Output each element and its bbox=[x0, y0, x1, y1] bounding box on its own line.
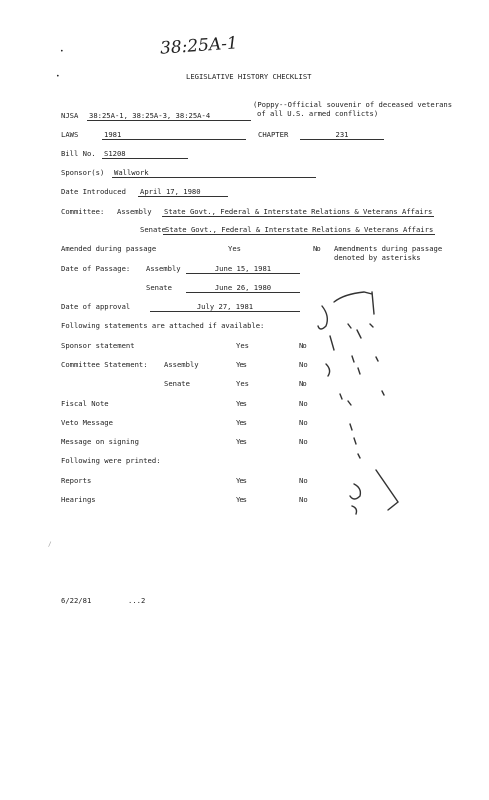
njsa-label: NJSA bbox=[61, 111, 79, 120]
row-reports-yes: Yes bbox=[236, 476, 246, 485]
row-hearings-label: Hearings bbox=[61, 495, 96, 504]
committee-label: Committee: bbox=[61, 207, 105, 216]
amended-label: Amended during passage bbox=[61, 244, 157, 253]
printed-header: Following were printed: bbox=[61, 456, 161, 465]
row-fiscal-note-no: No bbox=[299, 399, 308, 408]
laws-value: 1981 bbox=[102, 130, 246, 140]
chapter-label: CHAPTER bbox=[258, 130, 289, 139]
row-message-signing-no: No bbox=[299, 437, 308, 446]
row-sponsor-statement-label: Sponsor statement bbox=[61, 341, 135, 350]
row-veto-message-yes: Yes bbox=[236, 418, 246, 427]
laws-label: LAWS bbox=[61, 130, 79, 139]
row-fiscal-note-yes: Yes bbox=[236, 399, 246, 408]
row-committee-senate-sub: Senate bbox=[164, 379, 190, 388]
footer-code: ...2 bbox=[128, 596, 146, 605]
row-reports-label: Reports bbox=[61, 476, 92, 485]
sponsor-value: Wallwork bbox=[112, 168, 316, 178]
row-veto-message-no: No bbox=[299, 418, 308, 427]
margin-mark: / bbox=[48, 541, 52, 548]
row-fiscal-note-label: Fiscal Note bbox=[61, 399, 109, 408]
row-sponsor-statement-no: No bbox=[299, 341, 306, 350]
page-title: LEGISLATIVE HISTORY CHECKLIST bbox=[186, 72, 312, 81]
passage-label: Date of Passage: bbox=[61, 264, 131, 273]
row-message-signing-label: Message on signing bbox=[61, 437, 139, 446]
passage-senate-label: Senate bbox=[146, 283, 172, 292]
faded-stamp-marks bbox=[312, 284, 402, 524]
approval-label: Date of approval bbox=[61, 302, 131, 311]
amended-note-1: Amendments during passage bbox=[334, 244, 443, 253]
bill-label: Bill No. bbox=[61, 149, 96, 158]
row-sponsor-statement-yes: Yes bbox=[236, 341, 249, 350]
amended-yes: Yes bbox=[228, 244, 241, 253]
row-committee-label: Committee Statement: bbox=[61, 360, 148, 369]
passage-assembly-label: Assembly bbox=[146, 264, 181, 273]
date-introduced-label: Date Introduced bbox=[61, 187, 126, 196]
margin-dot: • bbox=[60, 48, 64, 55]
njsa-value: 38:25A-1, 38:25A-3, 38:25A-4 bbox=[87, 111, 251, 121]
row-committee-senate-yes: Yes bbox=[236, 379, 249, 388]
committee-assembly-value: State Govt., Federal & Interstate Relations & Veterans Affairs bbox=[164, 207, 433, 216]
row-committee-assembly-sub: Assembly bbox=[164, 360, 199, 369]
note-line-1: (Poppy--Official souvenir of deceased veterans bbox=[253, 100, 453, 109]
row-reports-no: No bbox=[299, 476, 308, 485]
handwritten-file-number: 38:25A-1 bbox=[159, 33, 239, 59]
approval-value: July 27, 1981 bbox=[150, 302, 300, 312]
passage-senate-value: June 26, 1980 bbox=[186, 283, 300, 293]
row-hearings-yes: Yes bbox=[236, 495, 246, 504]
note-line-2: of all U.S. armed conflicts) bbox=[257, 109, 379, 118]
date-introduced-value: April 17, 1980 bbox=[138, 187, 228, 197]
amended-no: No bbox=[313, 244, 320, 253]
sponsor-label: Sponsor(s) bbox=[61, 168, 105, 177]
bill-value: S1208 bbox=[102, 149, 188, 159]
passage-assembly-value: June 15, 1981 bbox=[186, 264, 300, 274]
row-committee-assembly-yes: Yes bbox=[236, 360, 246, 369]
row-committee-senate-no: No bbox=[299, 379, 306, 388]
row-message-signing-yes: Yes bbox=[236, 437, 246, 446]
row-committee-assembly-no: No bbox=[299, 360, 308, 369]
statements-header: Following statements are attached if available: bbox=[61, 321, 265, 330]
amended-note-2: denoted by asterisks bbox=[334, 253, 421, 262]
chapter-value: 231 bbox=[300, 130, 384, 140]
margin-dot: • bbox=[56, 73, 60, 80]
committee-senate-value: State Govt., Federal & Interstate Relations & Veterans Affairs bbox=[165, 225, 434, 234]
row-veto-message-label: Veto Message bbox=[61, 418, 113, 427]
footer-date: 6/22/81 bbox=[61, 596, 92, 605]
committee-senate-label: Senate bbox=[140, 225, 166, 234]
committee-assembly-label: Assembly bbox=[117, 207, 152, 216]
row-hearings-no: No bbox=[299, 495, 308, 504]
